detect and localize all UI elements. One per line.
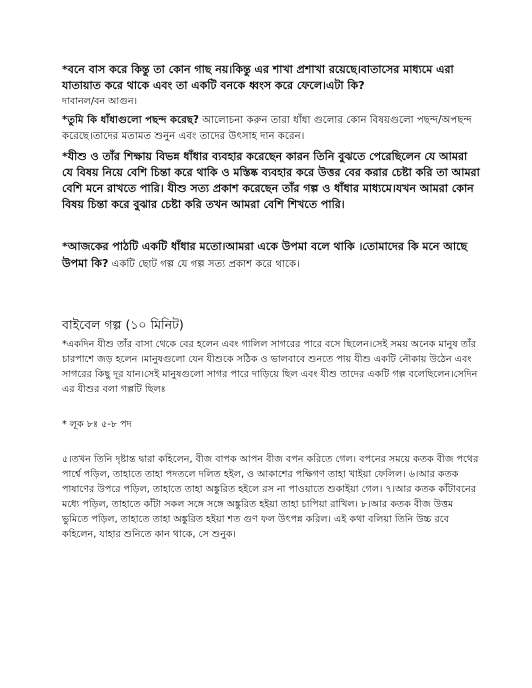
scripture-reference: * লূক ৮ঃ ৫-৮ পদ xyxy=(62,418,132,430)
riddle-question-text: *বনে বাস করে কিন্তু তা কোন গাছ নয়।কিন্তু এর শাখা প্রশাখা রয়েছে।বাতাসের মাধ্যমে এরা যাতায়াত করে থাকে এবং তা একটি বনকে ধ্বংস করে ফেলে।এটা কি? xyxy=(62,63,454,93)
parable-intro-paragraph xyxy=(62,239,480,272)
document-page xyxy=(62,62,480,542)
like-riddles-paragraph xyxy=(62,113,480,144)
jesus-teaching-paragraph xyxy=(62,149,480,214)
parable-intro-question: *আজকের পাঠটি একটি ধাঁধার মতো।আমরা একে উপমা বলে থাকি ।তোমাদের কি মনে আছে উপমা কি? xyxy=(62,240,468,270)
like-riddles-text: আলোচনা করুন তারা ধাঁধা গুলোর কোন বিষয়গুলো পছন্দ/অপছন্দ করেছে।তাদের মতামত শুনুন এবং তাদের উৎসাহ দান করেন। xyxy=(62,115,472,142)
like-riddles-question: *তুমি কি ধাঁধাগুলো পছন্দ করেছ? xyxy=(62,115,199,127)
jesus-teaching-text: *যীশু ও তাঁর শিক্ষায় বিভন্ন ধাঁধার ব্যবহার করেছেন কারন তিনি বুঝতে পেরেছিলেন যে আমরা যে বিষয় নিয়ে বেশি চিন্তা করে থাকি ও মস্তিষ্ক ব্যবহার করে উত্তর বের করার চেষ্টা করি তা আমরা বেশি মনে রাখতে পারি। যীশু সত্য প্রকাশ করেছেন তাঁর গল্প ও ধাঁধার মাধ্যমে।যখন আমরা কোন বিষয় চিন্তা করে বুঝার চেষ্টা করি তখন আমরা বেশি শিখতে পারি। xyxy=(62,149,480,212)
riddle-answer: দাবানল/বন আগুন। xyxy=(62,96,138,108)
scripture-passage: ৫।তখন তিনি দৃষ্টান্ত দ্বারা কহিলেন, বীজ বাপক আপন বীজ বপন করিতে গেল। বপনের সময়ে কতক বীজ পথের পার্শ্বে পড়িল, তাহাতে তাহা পদতলে দলিত হইল, ও আকাশের পক্ষিগণ তাহা খাইয়া ফেলিল। ৬।আর কতক পাষাণের উপরে পড়িল, তাহাতে তাহা অঙ্কুরিত হইলে রস না পাওয়াতে শুকাইয়া গেল। ৭।আর কতক কাঁটাবনের মধ্যে পড়িল, তাহাতে কাঁটা সকল সঙ্গে সঙ্গে অঙ্কুরিত হইয়া তাহা চাপিয়া রাখিল। ৮।আর কতক বীজ উত্তম ভুমিতে পড়িল, তাহাতে তাহা অঙ্কুরিত হইয়া শত গুণ ফল উৎপন্ন করিল। এই কথা বলিয়া তিনি উচ্চ রবে কহিলেন, যাহার শুনিতে কান থাকে, সে শুনুক। xyxy=(62,453,479,540)
riddle-question xyxy=(62,62,480,94)
bible-story-intro: *একদিন যীশু তাঁর বাসা থেকে বের হলেন এবং গালিল সাগরের পারে বসে ছিলেন।সেই সময় অনেক মানুষ তাঁর চারপাশে জড় হলেন ।মানুষগুলো যেন যীশুকে সঠিক ও ভালবাবে শুনতে পায় যীশু একটি নৌকায় উঠেন এবং সাগরের কিছু দূর যান।সেই মানুষগুলো সাগর পারে দাড়িয়ে ছিল এবং যীশু তাদের একটি গল্প বলেছিলেন।সেদিন এর যীশুর বলা গল্পটি ছিলঃ xyxy=(62,338,478,395)
bible-story-heading: বাইবেল গল্প (১০ মিনিট) xyxy=(62,316,184,332)
parable-intro-text: একটি ছোট গল্প যে গল্প সত্য প্রকাশ করে থাকে। xyxy=(108,258,300,270)
